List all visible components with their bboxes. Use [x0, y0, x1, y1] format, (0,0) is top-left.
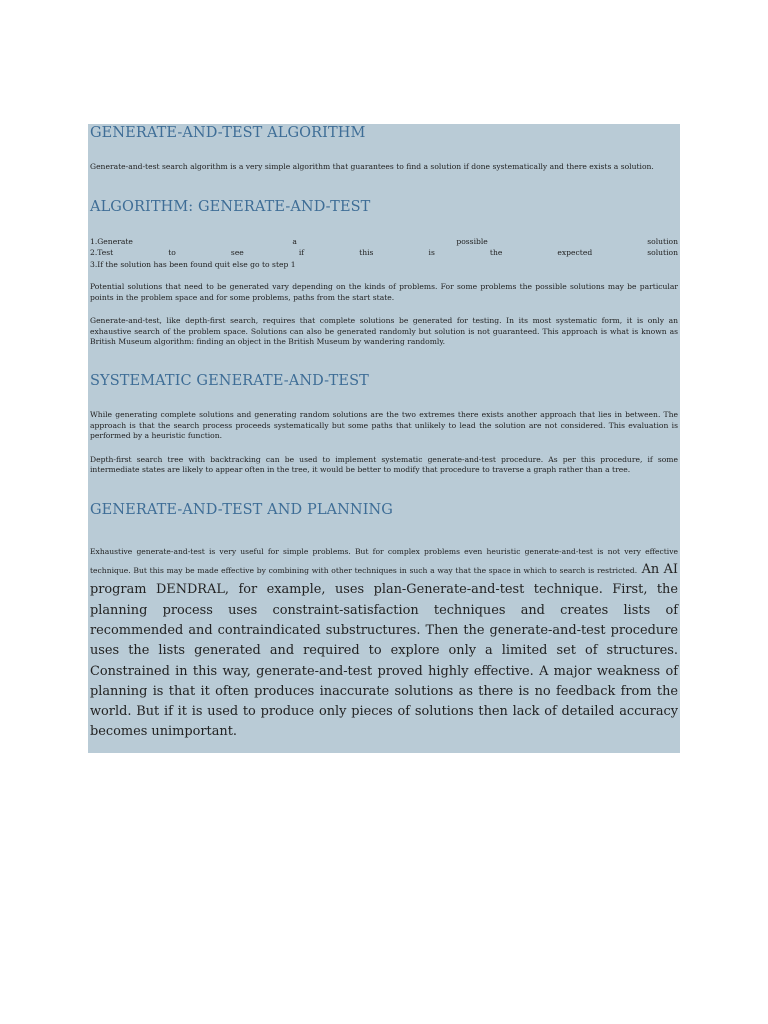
section-heading-planning: GENERATE-AND-TEST AND PLANNING: [90, 502, 393, 519]
section-heading-systematic: SYSTEMATIC GENERATE-AND-TEST: [90, 373, 369, 390]
algorithm-step-1: 1.Generate a possible solution: [90, 236, 678, 246]
algorithm-step-2: 2.Test to see if this is the expected solution: [90, 248, 678, 258]
exhaustive-search-paragraph: Generate-and-test, like depth-first search, requires that complete solutions be generated for testing. In its most systematic form, it is only an exhaustive search of the problem space. Solutions can also be generated randomly but solution is not guaranteed. This approach is what is known as British Museum algorithm: finding an object in the British Museum by wandering randomly.: [90, 316, 678, 347]
intro-paragraph: Generate-and-test search algorithm is a very simple algorithm that guarantees to find a solution if done systematically and there exists a solution.: [90, 162, 654, 171]
systematic-paragraph: While generating complete solutions and generating random solutions are the two extremes there exists another approach that lies in between. The approach is that the search process proceeds systematically but some paths that unlikely to lead the solution are not considered. This evaluation is performed by a heuristic function.: [90, 410, 678, 441]
planning-paragraph-small-text: Exhaustive generate-and-test is very useful for simple problems. But for complex problems even heuristic generate-and-test is not very effective technique. But this may be made effective by combining with other techniques in such a way that the space in which to search is restricted.: [90, 547, 678, 576]
planning-paragraph: [90, 539, 678, 741]
section-heading-algorithm: ALGORITHM: GENERATE-AND-TEST: [90, 198, 371, 215]
potential-solutions-paragraph: Potential solutions that need to be generated vary depending on the kinds of problems. For some problems the possible solutions may be particular points in the problem space and for some problems, paths from the start state.: [90, 282, 678, 302]
planning-paragraph-large-text: An AI program DENDRAL, for example, uses plan-Generate-and-test technique. First, the planning process uses constraint-satisfaction techniques and creates lists of recommended and contraindicated substructures. Then the generate-and-test procedure uses the lists generated and required to explore only a limited set of structures. Constrained in this way, generate-and-test proved highly effective. A major weakness of planning is that it often produces inaccurate solutions as there is no feedback from the world. But if it is used to produce only pieces of solutions then lack of detailed accuracy becomes unimportant.: [90, 562, 678, 740]
section-heading-generate-and-test-algorithm: GENERATE-AND-TEST ALGORITHM: [90, 125, 366, 141]
document-panel: [88, 124, 680, 753]
backtracking-paragraph: Depth-first search tree with backtracking can be used to implement systematic generate-and-test procedure. As per this procedure, if some intermediate states are likely to appear often in the tree, it would be better to modify that procedure to traverse a graph rather than a tree.: [90, 454, 678, 475]
algorithm-step-3: 3.If the solution has been found quit else go to step 1: [90, 259, 296, 269]
algorithm-steps: [90, 236, 678, 271]
